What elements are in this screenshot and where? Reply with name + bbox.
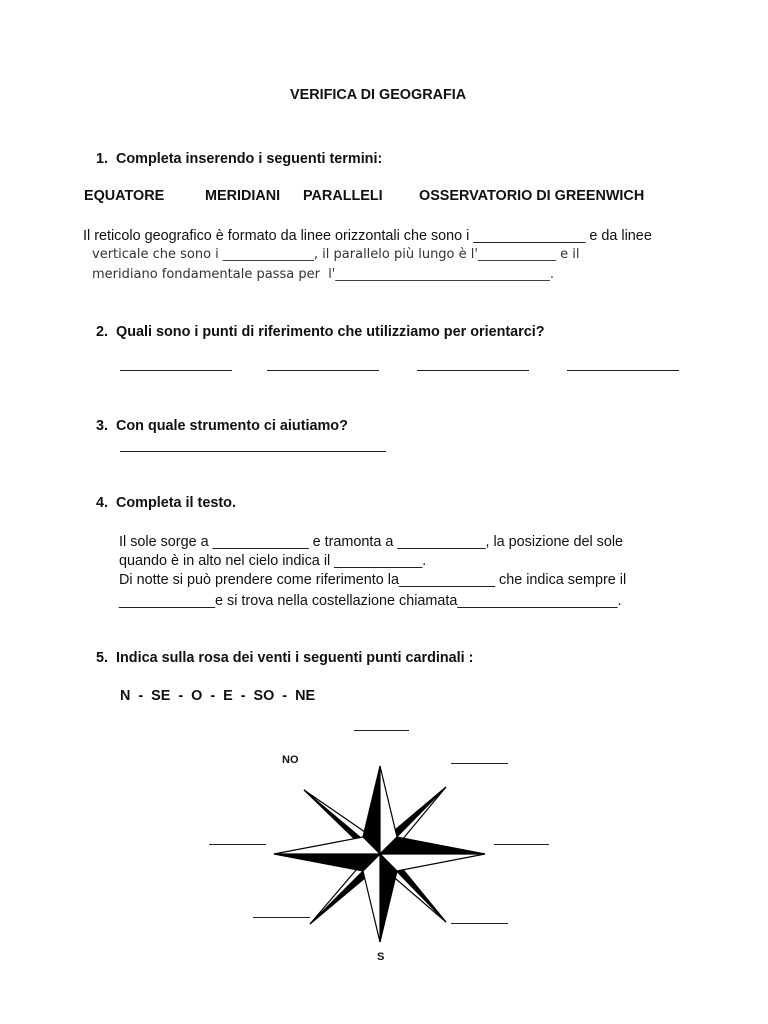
q1-text-line-3: meridiano fondamentale passa per l'_________________________________.: [92, 267, 555, 282]
q4-text-line-4: ____________e si trova nella costellazione chiamata____________________.: [119, 593, 622, 609]
compass-blank-n[interactable]: [354, 730, 409, 731]
q2-answer-line-2[interactable]: [267, 370, 379, 371]
question-1-heading: 1. Completa inserendo i seguenti termini:: [96, 151, 383, 167]
q1-text-line-2: verticale che sono i ______________, il parallelo più lungo è l'____________ e il: [92, 247, 580, 262]
question-3-heading: 3. Con quale strumento ci aiutiamo?: [96, 418, 348, 434]
compass-label-s: S: [377, 951, 385, 963]
compass-blank-o[interactable]: [209, 844, 266, 845]
term-equatore: EQUATORE: [84, 188, 165, 204]
q1-text-line-1: Il reticolo geografico è formato da linee orizzontali che sono i ______________ e da linee: [83, 228, 652, 244]
q2-answer-line-3[interactable]: [417, 370, 529, 371]
term-meridiani: MERIDIANI: [205, 188, 281, 204]
compass-blank-e[interactable]: [494, 844, 549, 845]
q2-answer-line-1[interactable]: [120, 370, 232, 371]
q4-text-line-1: Il sole sorge a ____________ e tramonta a ___________, la posizione del sole: [119, 534, 624, 550]
question-2-heading: 2. Quali sono i punti di riferimento che utilizziamo per orientarci?: [96, 324, 545, 340]
compass-blank-ne[interactable]: [451, 763, 508, 764]
q3-answer-line[interactable]: [120, 451, 386, 452]
term-greenwich: OSSERVATORIO DI GREENWICH: [419, 188, 645, 204]
cardinal-points-list: N - SE - O - E - SO - NE: [120, 688, 316, 704]
compass-rose-icon: [270, 765, 490, 943]
term-paralleli: PARALLELI: [303, 188, 383, 204]
compass-label-no: NO: [282, 754, 299, 766]
q2-answer-line-4[interactable]: [567, 370, 679, 371]
q4-text-line-3: Di notte si può prendere come riferimento la____________ che indica sempre il: [119, 572, 627, 588]
page-title: VERIFICA DI GEOGRAFIA: [290, 87, 467, 103]
question-4-heading: 4. Completa il testo.: [96, 495, 236, 511]
question-5-heading: 5. Indica sulla rosa dei venti i seguenti punti cardinali :: [96, 650, 474, 666]
q4-text-line-2: quando è in alto nel cielo indica il ___________.: [119, 553, 427, 569]
